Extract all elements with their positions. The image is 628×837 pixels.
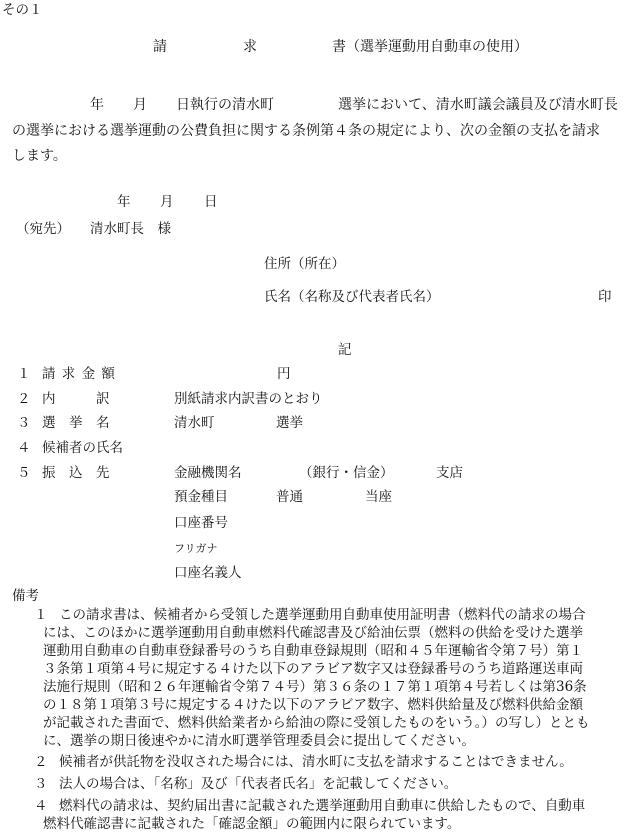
item-5-label: 振 込 先 bbox=[42, 465, 110, 481]
note-1-line: この請求書は、候補者から受領した選挙運動用自動車使用証明書（燃料代の請求の場合 bbox=[59, 607, 586, 623]
applicant-address-label: 住所（所在） bbox=[264, 256, 345, 272]
furigana-label: フリガナ bbox=[174, 542, 218, 555]
note-4-line: 燃料代の請求は、契約届出書に記載された選挙運動用自動車に供給したもので、自動車 bbox=[59, 798, 586, 814]
intro-month: 月 bbox=[133, 97, 147, 113]
item-2-value: 別紙請求内訳書のとおり bbox=[174, 391, 323, 407]
intro-line2: の選挙における選挙運動の公費負担に関する条例第４条の規定により、次の金額の支払を請求 bbox=[12, 123, 600, 139]
item-1-num: １ bbox=[17, 366, 31, 382]
item-3-num: ３ bbox=[17, 415, 31, 431]
bank-branch-label: 支店 bbox=[436, 465, 463, 481]
item-1-label: 請 求 金 額 bbox=[42, 366, 116, 382]
deposit-type-option-2: 当座 bbox=[365, 489, 392, 505]
note-4-num: ４ bbox=[34, 798, 48, 814]
note-1-line: ３条第１項第４号に規定する４けた以下のアラビア数字又は登録番号のうち道路運送車両 bbox=[43, 661, 583, 677]
item-4-label: 候補者の氏名 bbox=[42, 440, 123, 456]
addressee-name: 清水町長 様 bbox=[90, 221, 171, 237]
note-3-text: 法人の場合は、「名称」及び「代表者氏名」を記載してください。 bbox=[59, 776, 458, 792]
seal-mark: 印 bbox=[598, 289, 612, 305]
item-4-num: ４ bbox=[17, 440, 31, 456]
note-1-line: が記載された書面で、燃料供給業者から給油の際に受領したものをいう。）の写し）ととも bbox=[43, 715, 590, 731]
title-char-1: 請 bbox=[153, 39, 167, 55]
bank-name-label: 金融機関名 bbox=[174, 465, 242, 481]
account-number-label: 口座番号 bbox=[174, 515, 228, 531]
intro-day-part: 日執行の清水町 bbox=[176, 97, 274, 113]
title-rest: 書（選挙運動用自動車の使用） bbox=[332, 39, 528, 55]
title-char-2: 求 bbox=[243, 39, 257, 55]
deposit-type-option-1: 普通 bbox=[276, 489, 303, 505]
item-3-value2: 選挙 bbox=[276, 415, 303, 431]
item-1-value: 円 bbox=[277, 366, 291, 382]
item-3-label: 選 挙 名 bbox=[42, 415, 110, 431]
note-1-line: 運動用自動車の自動車登録番号のうち自動車登録規則（昭和４５年運輸省令第７号）第１ bbox=[43, 643, 583, 659]
intro-line1-rest: 選挙において、清水町議会議員及び清水町長 bbox=[338, 97, 618, 113]
item-2-label: 内 訳 bbox=[42, 391, 110, 407]
ki-heading: 記 bbox=[338, 342, 352, 358]
date-day: 日 bbox=[204, 194, 218, 210]
bank-type-label: （銀行・信金） bbox=[299, 465, 394, 481]
account-holder-label: 口座名義人 bbox=[174, 565, 242, 581]
note-2-text: 候補者が供託物を没収された場合には、清水町に支払を請求することはできません。 bbox=[59, 754, 573, 770]
note-2-num: ２ bbox=[34, 754, 48, 770]
deposit-type-label: 預金種目 bbox=[174, 489, 228, 505]
note-1-line: に、選挙の期日後速やかに清水町選挙管理委員会に提出してください。 bbox=[43, 733, 475, 749]
item-5-num: ５ bbox=[17, 465, 31, 481]
addressee-label: （宛先） bbox=[16, 221, 70, 237]
note-1-line: 法施行規則（昭和２６年運輸省令第７４号）第３６条の１７第１項第４号若しくは第36条 bbox=[43, 679, 587, 695]
applicant-name-label: 氏名（名称及び代表者氏名） bbox=[264, 289, 440, 305]
intro-line3: します。 bbox=[12, 148, 67, 164]
doc-label: その１ bbox=[2, 2, 43, 18]
intro-year: 年 bbox=[90, 97, 104, 113]
note-1-line: の１８第１項第３号に規定する４けた以下のアラビア数字、燃料供給量及び燃料供給金額 bbox=[43, 697, 583, 713]
remarks-title: 備考 bbox=[12, 588, 39, 604]
item-2-num: ２ bbox=[17, 391, 31, 407]
date-month: 月 bbox=[160, 194, 174, 210]
note-3-num: ３ bbox=[34, 776, 48, 792]
note-4-line: 燃料代確認書に記載された「確認金額」の範囲内に限られています。 bbox=[43, 816, 461, 832]
note-1-line: には、このほかに選挙運動用自動車燃料代確認書及び給油伝票（燃料の供給を受けた選挙 bbox=[43, 625, 583, 641]
date-year: 年 bbox=[117, 194, 131, 210]
note-1-num: １ bbox=[34, 607, 48, 623]
item-3-value: 清水町 bbox=[174, 415, 215, 431]
